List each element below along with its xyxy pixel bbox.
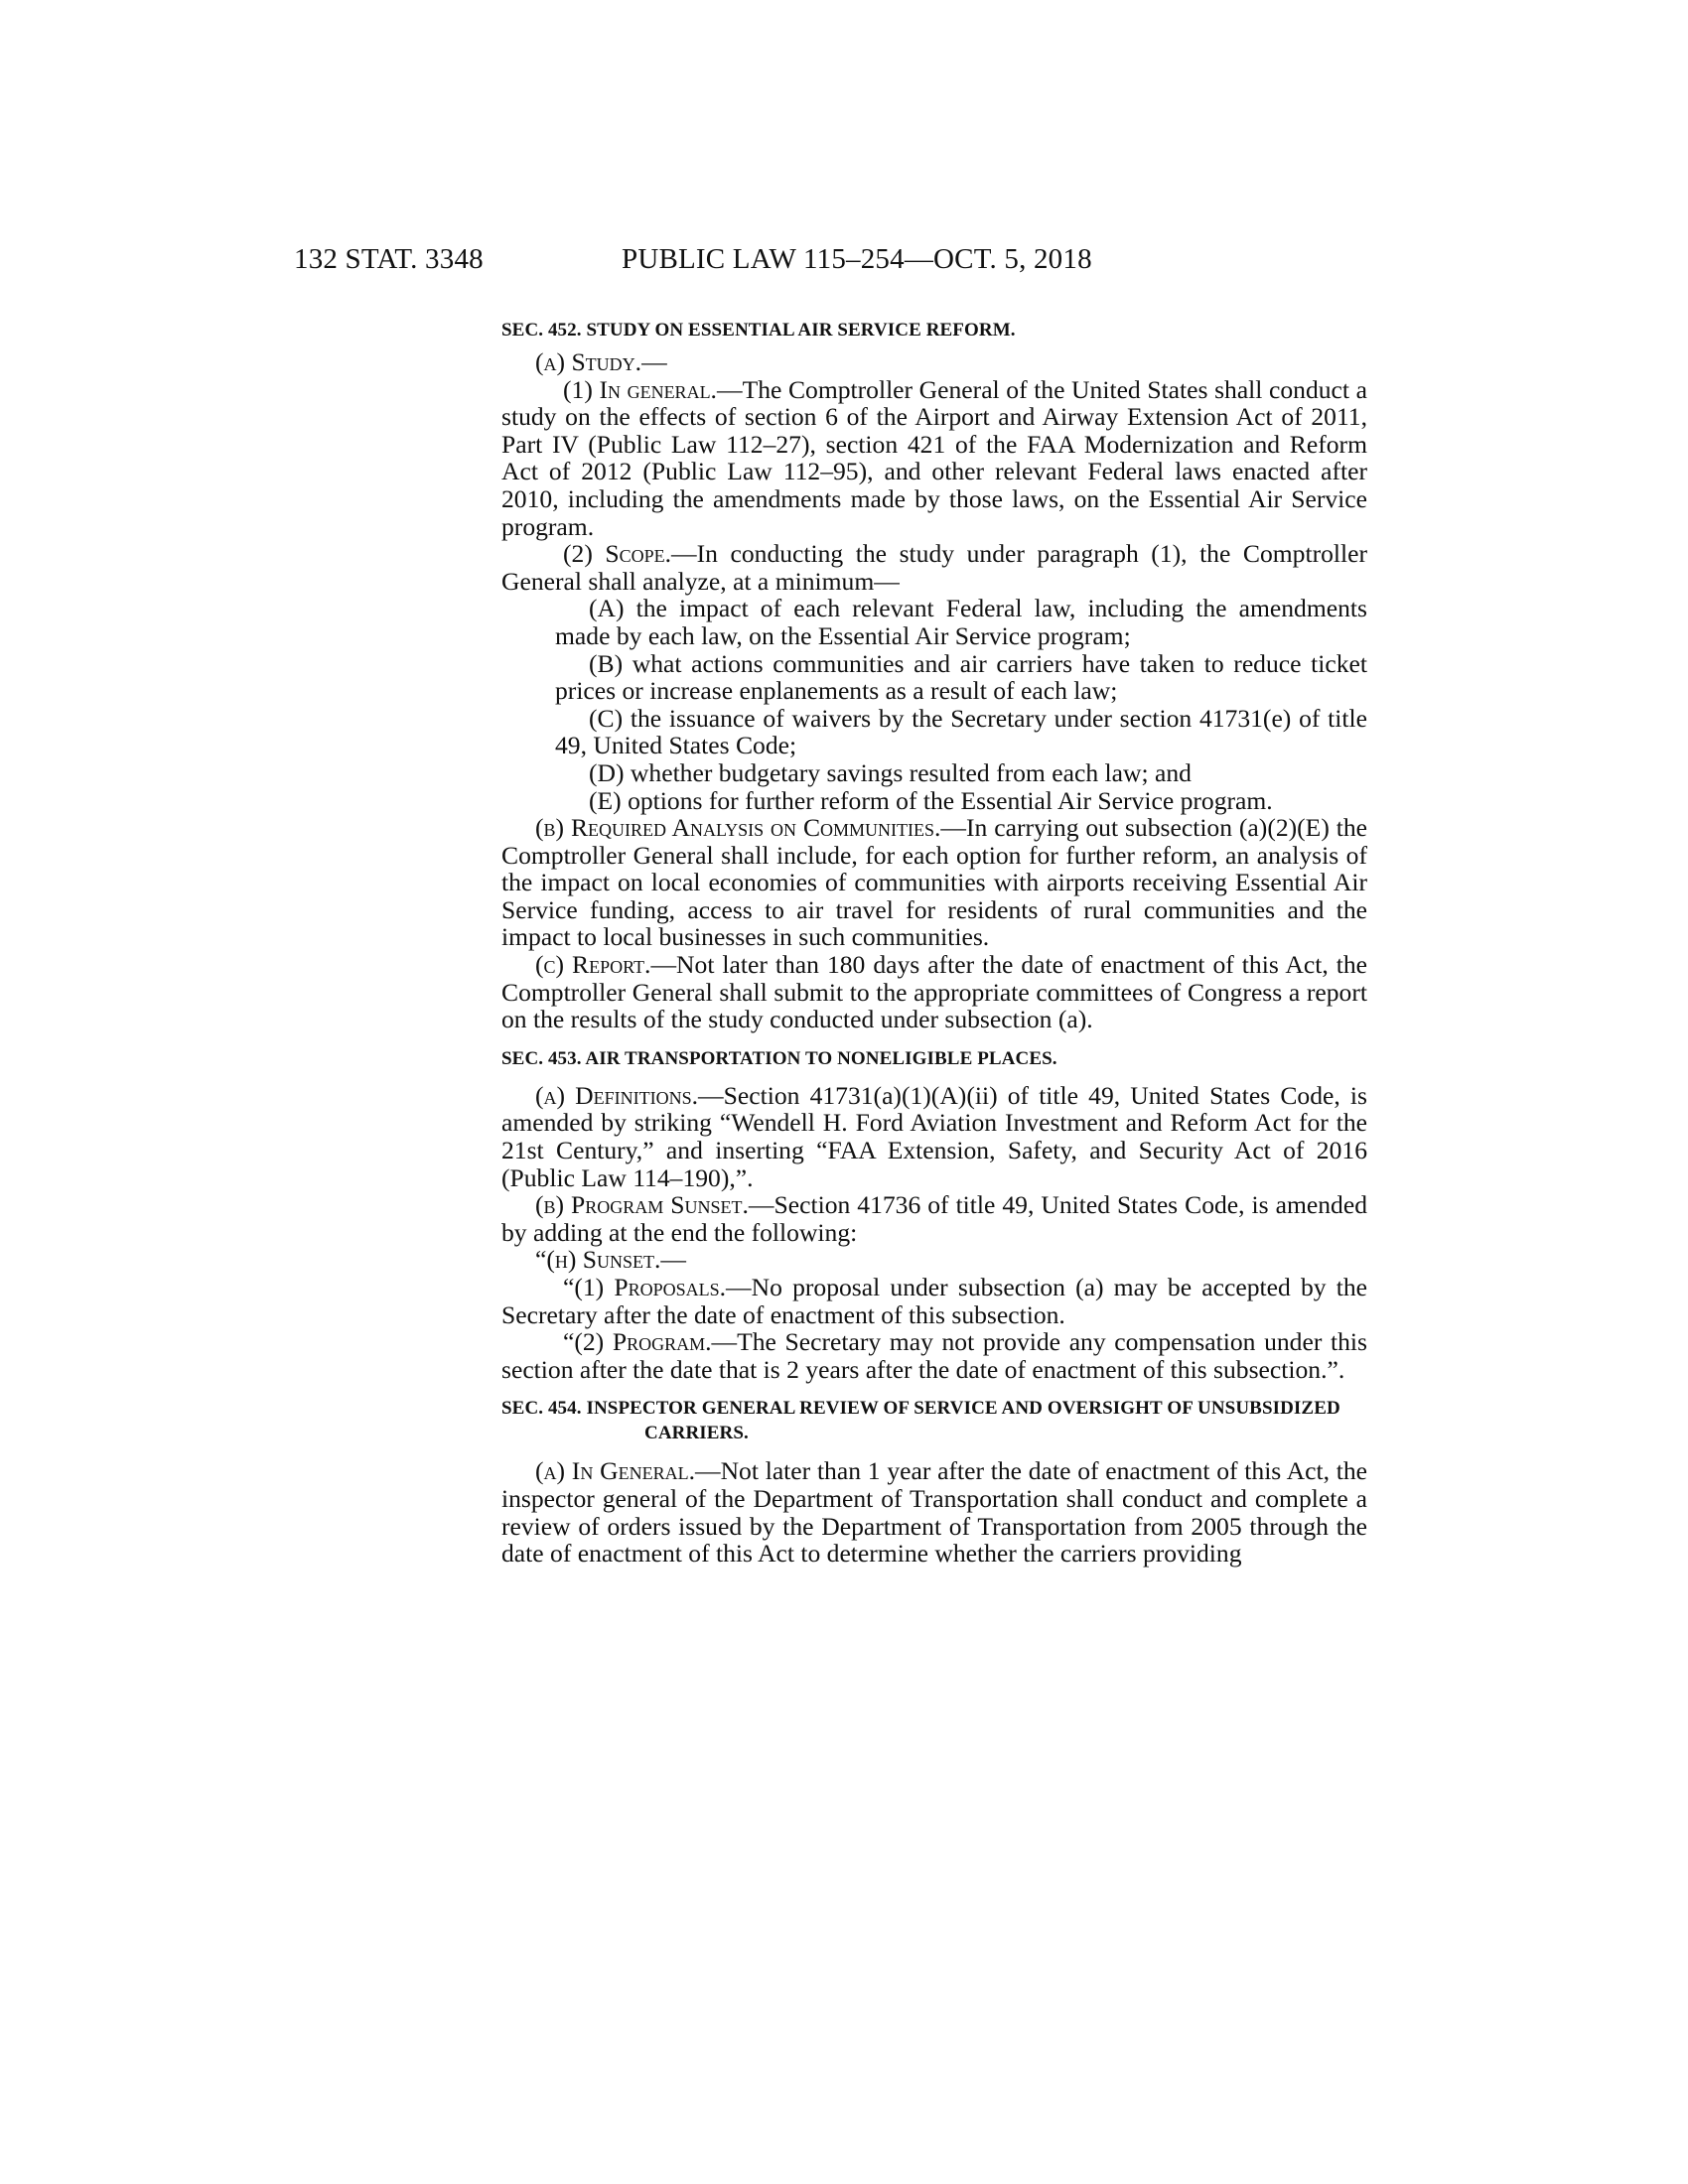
subsection-454-a [501, 1457, 1367, 1567]
subparagraph-452-a-2-E [501, 787, 1367, 815]
subparagraph-452-a-2-C [501, 705, 1367, 759]
quoted-subsection-h [501, 1246, 1367, 1274]
subsection-lead: (c) Report.— [535, 950, 677, 980]
running-head [294, 243, 1287, 283]
subsection-lead: (a) In General.— [535, 1456, 721, 1486]
section-454-heading: SEC. 454. INSPECTOR GENERAL REVIEW OF SERVICE AND OVERSIGHT OF UNSUBSIDIZED CARRIERS. [501, 1398, 1340, 1444]
quoted-paragraph-h-2 [501, 1328, 1367, 1383]
quoted-paragraph-h-1 [501, 1274, 1367, 1328]
subparagraph-text: (B) what actions communities and air carriers have taken to reduce ticket prices or increase enplanements as a result of each law; [555, 648, 1367, 706]
subsection-lead: “(h) Sunset.— [535, 1245, 687, 1275]
paragraph-text: The Comptroller General of the United States shall conduct a study on the effects of section 6 of the Airport and Airway Extension Act of 2011, Part IV (Public Law 112–27), section 421 of the FAA Modernization and Reform Act of 2012 (Public Law 112–95), and other relevant Federal laws enacted after 2010, including the amendments made by those laws, on the Essential Air Service program. [501, 374, 1367, 541]
subparagraph-text: (C) the issuance of waivers by the Secretary under section 41731(e) of title 49, United States Code; [555, 703, 1367, 760]
paragraph-452-a-2 [501, 540, 1367, 595]
document-body [501, 318, 1367, 1568]
paragraph-text: The Secretary may not provide any compensation under this section after the date that is 2 years after the date of enactment of this subsection.”. [501, 1327, 1367, 1384]
paragraph-452-a-1 [501, 376, 1367, 541]
statute-page-number: 132 STAT. 3348 [294, 243, 484, 275]
paragraph-lead: “(2) Program.— [563, 1327, 738, 1357]
subsection-text: Section 41736 of title 49, United States Code, is amended by adding at the end the following: [501, 1190, 1367, 1247]
subsection-lead: (b) Program Sunset.— [535, 1190, 774, 1220]
subsection-text: Section 41731(a)(1)(A)(ii) of title 49, United States Code, is amended by striking “Wendell H. Ford Aviation Investment and Reform Act for the 21st Century,” and inserting “FAA Extension, Safety, and Security Act of 2016 (Public Law 114–190),”. [501, 1080, 1367, 1192]
subsection-lead: (b) Required Analysis on Communities.— [535, 813, 967, 843]
subparagraph-text: (D) whether budgetary savings resulted from each law; and [589, 757, 1192, 787]
section-452-heading: SEC. 452. STUDY ON ESSENTIAL AIR SERVICE REFORM. [501, 320, 1016, 341]
paragraph-lead: (2) Scope.— [563, 539, 697, 569]
public-law-citation: PUBLIC LAW 115–254—OCT. 5, 2018 [622, 243, 1092, 275]
subsection-lead: (a) Study.— [535, 347, 667, 376]
subparagraph-452-a-2-D [501, 759, 1367, 787]
subsection-453-b [501, 1191, 1367, 1246]
subsection-452-a [501, 348, 1367, 376]
subsection-text: Not later than 180 days after the date of enactment of this Act, the Comptroller General shall submit to the appropriate committees of Congress a report on the results of the study conducted under subsection (a). [501, 950, 1367, 1034]
subsection-lead: (a) Definitions.— [535, 1080, 724, 1110]
subparagraph-452-a-2-A [501, 595, 1367, 649]
subparagraph-452-a-2-B [501, 650, 1367, 705]
subsection-text: In carrying out subsection (a)(2)(E) the Comptroller General shall include, for each option for further reform, an analysis of the impact on local economies of communities with airports receiving Essential Air Service funding, access to air travel for residents of rural communities and the impact to local businesses in such communities. [501, 813, 1367, 952]
subsection-452-b [501, 814, 1367, 951]
subparagraph-text: (A) the impact of each relevant Federal law, including the amendments made by each law, on the Essential Air Service program; [555, 594, 1367, 650]
paragraph-text: In conducting the study under paragraph (1), the Comptroller General shall analyze, at a minimum— [501, 539, 1367, 596]
subsection-text: Not later than 1 year after the date of enactment of this Act, the inspector general of the Department of Transportation shall conduct and complete a review of orders issued by the Department of Transportation from 2005 through the date of enactment of this Act to determine whether the carriers providing [501, 1456, 1367, 1569]
paragraph-lead: “(1) Proposals.— [563, 1273, 752, 1301]
paragraph-lead: (1) In general.— [563, 374, 743, 404]
section-453-heading: SEC. 453. AIR TRANSPORTATION TO NONELIGIBLE PLACES. [501, 1047, 1057, 1069]
subsection-452-c [501, 951, 1367, 1033]
subsection-453-a [501, 1082, 1367, 1191]
subparagraph-text: (E) options for further reform of the Essential Air Service program. [589, 785, 1273, 815]
paragraph-text: No proposal under subsection (a) may be accepted by the Secretary after the date of enactment of this subsection. [501, 1273, 1367, 1329]
